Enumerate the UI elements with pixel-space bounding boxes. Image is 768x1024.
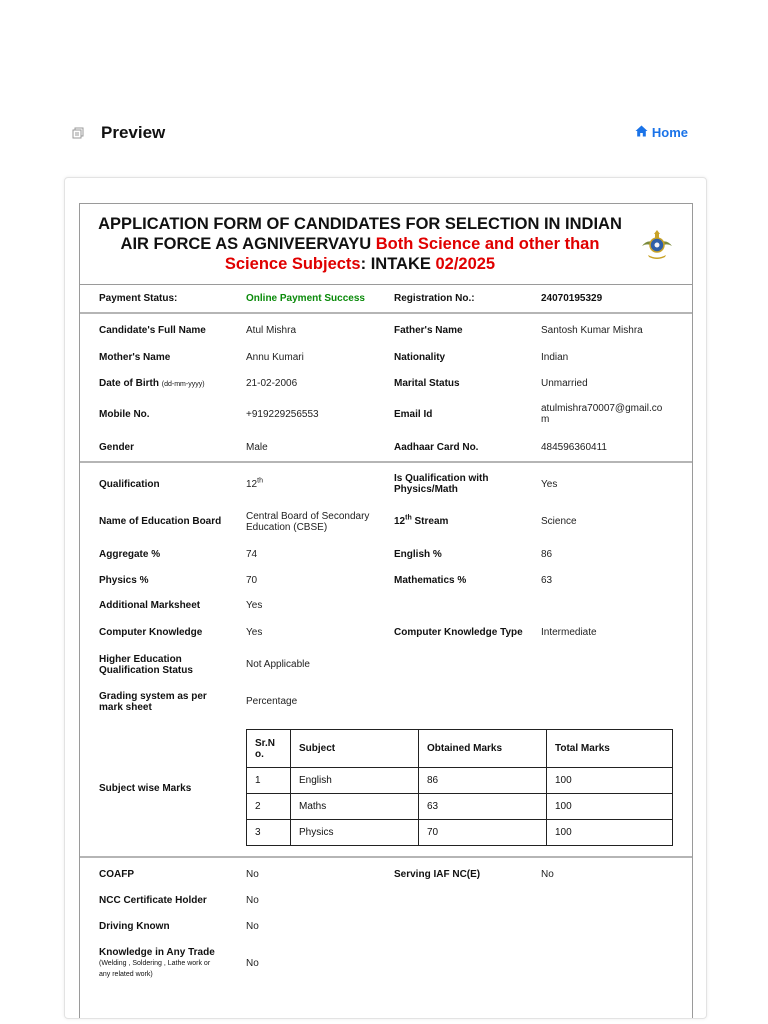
iaf-emblem-icon: [640, 228, 674, 262]
computer-type-label: Computer Knowledge Type: [394, 627, 523, 638]
coafp-value: No: [246, 869, 259, 880]
section-divider: [80, 461, 692, 463]
qualification-label: Qualification: [99, 479, 160, 490]
cell-sr: 3: [247, 820, 291, 846]
registration-value: 24070195329: [541, 293, 603, 304]
mother-name-label: Mother's Name: [99, 352, 171, 363]
computer-type-value: Intermediate: [541, 627, 597, 638]
gender-value: Male: [246, 442, 268, 453]
preview-card: [64, 177, 707, 1019]
board-value: Central Board of Secondary Education (CBSE): [246, 511, 370, 533]
physics-value: 70: [246, 575, 258, 586]
dob-label: Date of Birth (dd-mm-yyyy): [99, 378, 205, 389]
col-total: Total Marks: [547, 730, 673, 768]
payment-status-label: Payment Status:: [99, 293, 178, 304]
physics-label: Physics %: [99, 575, 149, 586]
grading-value: Percentage: [246, 696, 298, 707]
page-title: Preview: [101, 123, 166, 142]
cell-subject: Maths: [291, 794, 419, 820]
home-icon: [635, 125, 648, 140]
email-value: atulmishra70007@gmail.co m: [541, 403, 663, 425]
driving-value: No: [246, 921, 259, 932]
grading-label: Grading system as per mark sheet: [99, 691, 207, 713]
mobile-value: +919229256553: [246, 409, 319, 420]
nationality-label: Nationality: [394, 352, 446, 363]
page-header: [0, 118, 768, 150]
ncc-label: NCC Certificate Holder: [99, 895, 207, 906]
board-label: Name of Education Board: [99, 516, 222, 527]
driving-label: Driving Known: [99, 921, 170, 932]
section-divider: [80, 856, 692, 858]
form-title: APPLICATION FORM OF CANDIDATES FOR SELECTION IN INDIAN AIR FORCE AS AGNIVEERVAYU Both Science and other than Science Subjects: INTAKE 02/2025: [98, 215, 622, 273]
full-name-label: Candidate's Full Name: [99, 325, 206, 336]
cell-obtained: 70: [419, 820, 547, 846]
nationality-value: Indian: [541, 352, 569, 363]
marital-status-label: Marital Status: [394, 378, 460, 389]
email-label: Email Id: [394, 409, 433, 420]
cell-sr: 2: [247, 794, 291, 820]
father-name-label: Father's Name: [394, 325, 463, 336]
mobile-label: Mobile No.: [99, 409, 150, 420]
phys-math-value: Yes: [541, 479, 558, 490]
qualification-value: 12th: [246, 477, 263, 490]
subject-marks-label: Subject wise Marks: [99, 783, 192, 794]
dob-value: 21-02-2006: [246, 378, 298, 389]
stream-value: Science: [541, 516, 577, 527]
cell-subject: English: [291, 768, 419, 794]
aadhaar-label: Aadhaar Card No.: [394, 442, 479, 453]
ncc-value: No: [246, 895, 259, 906]
gender-label: Gender: [99, 442, 135, 453]
cell-obtained: 63: [419, 794, 547, 820]
section-divider: [80, 312, 692, 314]
payment-status-value: Online Payment Success: [246, 293, 365, 304]
form-title-block: [80, 204, 692, 285]
english-label: English %: [394, 549, 442, 560]
aggregate-value: 74: [246, 549, 258, 560]
document-icon: [72, 126, 84, 138]
additional-marksheet-label: Additional Marksheet: [99, 600, 201, 611]
table-header-row: [247, 730, 673, 768]
maths-value: 63: [541, 575, 553, 586]
maths-label: Mathematics %: [394, 575, 467, 586]
col-obtained: Obtained Marks: [419, 730, 547, 768]
higher-education-label: Higher Education Qualification Status: [99, 654, 193, 676]
col-srno: Sr.N o.: [247, 730, 291, 768]
table-row: [247, 820, 673, 846]
father-name-value: Santosh Kumar Mishra: [541, 325, 643, 336]
mother-name-value: Annu Kumari: [246, 352, 304, 363]
phys-math-label: Is Qualification with Physics/Math: [394, 473, 489, 495]
table-row: [247, 794, 673, 820]
higher-education-value: Not Applicable: [246, 659, 310, 670]
trade-label: Knowledge in Any Trade (Welding , Soldering , Lathe work or any related work): [99, 947, 215, 978]
home-label: Home: [651, 125, 688, 140]
home-link[interactable]: [635, 125, 688, 140]
cell-sr: 1: [247, 768, 291, 794]
trade-value: No: [246, 958, 259, 969]
application-form: [79, 203, 693, 1019]
full-name-value: Atul Mishra: [246, 325, 297, 336]
subject-marks-table: [246, 729, 673, 846]
cell-obtained: 86: [419, 768, 547, 794]
table-row: [247, 768, 673, 794]
english-value: 86: [541, 549, 553, 560]
marital-status-value: Unmarried: [541, 378, 588, 389]
computer-knowledge-value: Yes: [246, 627, 263, 638]
trade-note: (Welding , Soldering , Lathe work or any related work): [99, 960, 211, 978]
coafp-label: COAFP: [99, 869, 134, 880]
cell-total: 100: [547, 820, 673, 846]
col-subject: Subject: [291, 730, 419, 768]
cell-total: 100: [547, 794, 673, 820]
cell-total: 100: [547, 768, 673, 794]
computer-knowledge-label: Computer Knowledge: [99, 627, 203, 638]
additional-marksheet-value: Yes: [246, 600, 263, 611]
aggregate-label: Aggregate %: [99, 549, 161, 560]
registration-label: Registration No.:: [394, 293, 475, 304]
cell-subject: Physics: [291, 820, 419, 846]
aadhaar-value: 484596360411: [541, 442, 607, 453]
stream-label: 12th Stream: [394, 514, 449, 527]
serving-iaf-label: Serving IAF NC(E): [394, 869, 481, 880]
serving-iaf-value: No: [541, 869, 554, 880]
